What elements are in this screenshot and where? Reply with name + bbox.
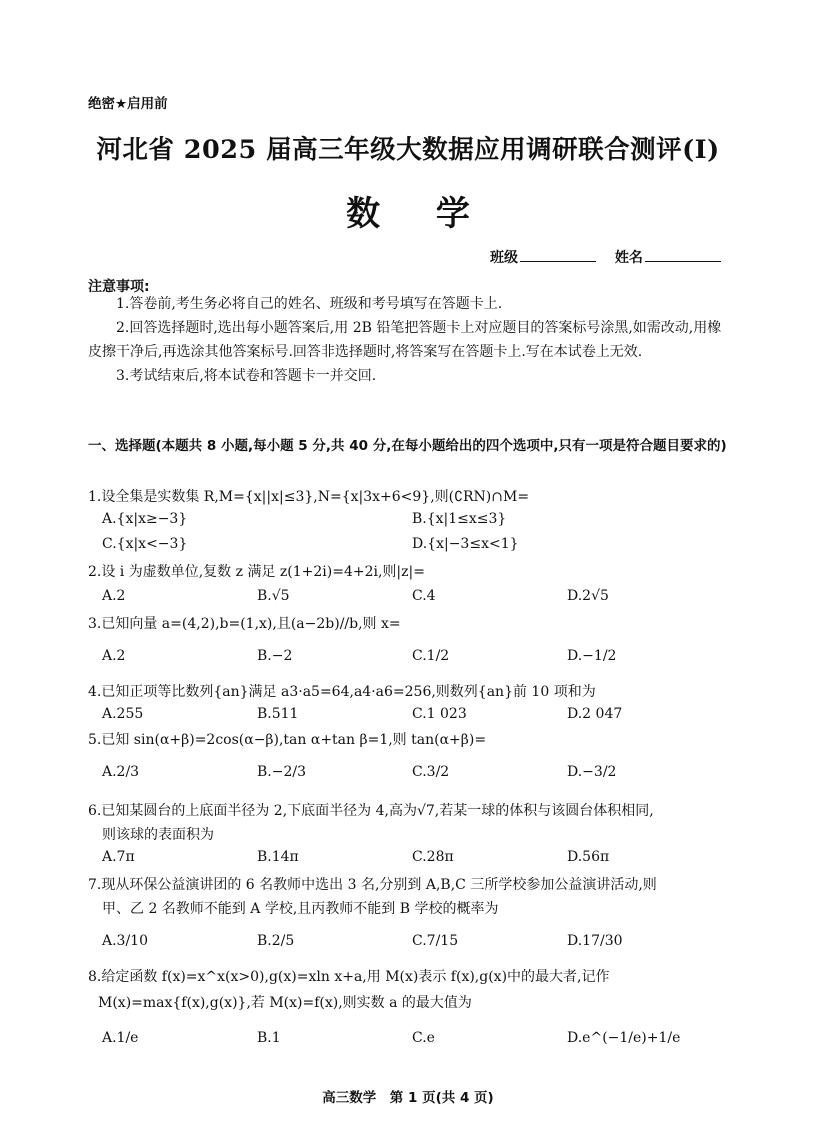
- notice-item: 3.考试结束后,将本试卷和答题卡一并交回.: [116, 368, 377, 384]
- option-b: B.−2: [257, 648, 293, 664]
- question-stem: 7.现从环保公益演讲团的 6 名教师中选出 3 名,分别到 A,B,C 三所学校参加公益演讲活动,则: [88, 877, 657, 893]
- option-b: B.√5: [257, 588, 290, 604]
- notice-heading: 注意事项:: [88, 279, 150, 295]
- option-c: C.{x|x<−3}: [102, 536, 188, 552]
- option-c: C.4: [412, 588, 436, 604]
- option-a: A.2/3: [102, 764, 140, 780]
- option-b: B.511: [257, 706, 299, 722]
- question-stem: 1.设全集是实数集 R,M={x||x|≤3},N={x|3x+6<9},则(∁RN)∩M=: [88, 489, 530, 505]
- class-label: 班级: [490, 250, 518, 266]
- option-b: B.{x|1≤x≤3}: [412, 511, 507, 527]
- option-d: D.17/30: [567, 933, 623, 949]
- notice-item: 1.答卷前,考生务必将自己的姓名、班级和考号填写在答题卡上.: [116, 296, 503, 312]
- question-stem: 6.已知某圆台的上底面半径为 2,下底面半径为 4,高为√7,若某一球的体积与该圆台体积相同,: [88, 803, 654, 819]
- exam-title: 河北省 2025 届高三年级大数据应用调研联合测评(Ⅰ): [96, 135, 720, 165]
- confidential-label: 绝密★启用前: [88, 96, 168, 112]
- name-blank: [645, 249, 721, 262]
- option-b: B.1: [257, 1030, 281, 1046]
- option-a: A.1/e: [102, 1030, 139, 1046]
- option-d: D.e^(−1/e)+1/e: [567, 1030, 681, 1046]
- option-c: C.1 023: [412, 706, 467, 722]
- option-a: A.{x|x≥−3}: [102, 511, 188, 527]
- option-a: A.7π: [102, 849, 135, 865]
- question-stem-cont: M(x)=max{f(x),g(x)},若 M(x)=f(x),则实数 a 的最大值为: [98, 995, 472, 1011]
- option-d: D.56π: [567, 849, 610, 865]
- option-d: D.2 047: [567, 706, 623, 722]
- question-stem: 8.给定函数 f(x)=x^x(x>0),g(x)=xln x+a,用 M(x)表示 f(x),g(x)中的最大者,记作: [88, 969, 610, 985]
- option-c: C.1/2: [412, 648, 450, 664]
- name-label: 姓名: [614, 250, 643, 266]
- question-stem: 3.已知向量 a=(4,2),b=(1,x),且(a−2b)//b,则 x=: [88, 616, 401, 632]
- student-fields: [490, 247, 721, 267]
- notice-list: [88, 292, 728, 388]
- question-stem-cont: 甲、乙 2 名教师不能到 A 学校,且丙教师不能到 B 学校的概率为: [102, 901, 499, 917]
- option-b: B.−2/3: [257, 764, 306, 780]
- option-c: C.e: [412, 1030, 435, 1046]
- option-a: A.255: [102, 706, 144, 722]
- option-d: D.2√5: [567, 588, 609, 604]
- option-c: C.3/2: [412, 764, 450, 780]
- option-d: D.{x|−3≤x<1}: [412, 536, 519, 552]
- option-a: A.2: [102, 648, 126, 664]
- section-heading: 一、选择题(本题共 8 小题,每小题 5 分,共 40 分,在每小题给出的四个选项中,只有一项是符合题目要求的): [88, 438, 727, 454]
- class-blank: [520, 249, 596, 262]
- question-stem: 2.设 i 为虚数单位,复数 z 满足 z(1+2i)=4+2i,则|z|=: [88, 564, 425, 580]
- notice-item: 2.回答选择题时,选出每小题答案后,用 2B 铅笔把答题卡上对应题目的答案标号涂黑,如需改动,用橡皮擦干净后,再选涂其他答案标号.回答非选择题时,将答案写在答题卡上.写在本试卷上无效.: [88, 320, 722, 360]
- option-b: B.14π: [257, 849, 299, 865]
- option-a: A.2: [102, 588, 126, 604]
- option-c: C.28π: [412, 849, 454, 865]
- subject-title: 数 学: [346, 194, 492, 234]
- option-d: D.−3/2: [567, 764, 617, 780]
- option-d: D.−1/2: [567, 648, 617, 664]
- option-c: C.7/15: [412, 933, 459, 949]
- question-stem-cont: 则该球的表面积为: [102, 827, 214, 843]
- option-a: A.3/10: [102, 933, 148, 949]
- question-stem: 5.已知 sin(α+β)=2cos(α−β),tan α+tan β=1,则 tan(α+β)=: [88, 732, 487, 748]
- option-b: B.2/5: [257, 933, 295, 949]
- page-footer: 高三数学 第 1 页(共 4 页): [322, 1090, 494, 1106]
- question-stem: 4.已知正项等比数列{an}满足 a3·a5=64,a4·a6=256,则数列{an}前 10 项和为: [88, 684, 596, 700]
